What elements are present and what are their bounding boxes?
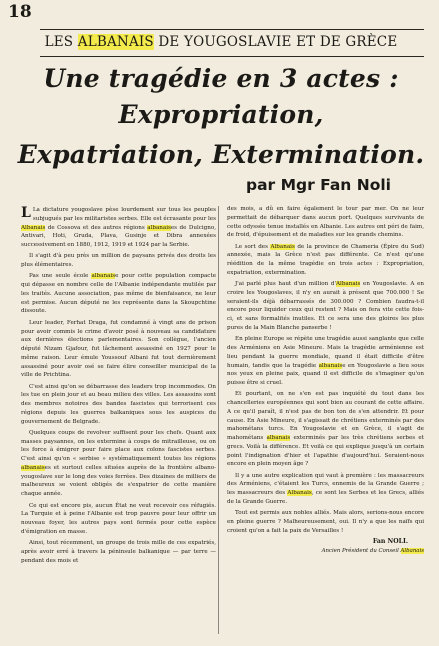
- drop-cap: L: [21, 206, 31, 221]
- title-line-1: Une tragédie en 3 actes :: [43, 64, 399, 93]
- right-paragraph: J'ai parlé plus haut d'un million d'Albanais en Yougoslavie. A en croire les Yougoslaves, il n'y en aurait à présent que 700.000 ! Se seraient-ils déjà débarrassés de 300.000 ? Combien faudra-t-il encore pour liquider ceux qui restent ? Mais on fera vite cette fois-ci, et sans formalités inutiles. Et ce sera une des gloires les plus pures de la Main Blanche panserbe !: [227, 281, 424, 331]
- left-paragraph: C'est ainsi qu'on se débarrasse des leaders trop incommodes. On les tue en plein jour et au beau milieu des villes. Les assassins sont des membres notoires des bandes fascistes qui terrorisent ces régions depuis les guerres balkaniques sous les auspices du gouvernement de Belgrade.: [21, 383, 216, 425]
- column-divider: [218, 206, 219, 634]
- right-paragraph: En pleine Europe se répète une tragédie aussi sanglante que celle des Arméniens en Asie Mineure. Mais la tragédie arménienne est lieu pendant la guerre mondiale, quand il était difficile d'être humain, tandis que la tragédie albanaise en Yougoslavie a lieu sous nos yeux en pleine paix, quand il est difficile de s'imaginer qu'on puisse être si cruel.: [227, 336, 424, 387]
- right-column: [227, 205, 424, 635]
- left-paragraph: Ainsi, tout récemment, un groupe de trois mille de ces expatriés, après avoir erré à travers la péninsule balkanique — par terre — pendant des mois et: [21, 540, 216, 564]
- left-paragraph: L La dictature yougoslave pèse lourdement sur tous les peuples subjugués par les militaristes serbes. Elle est écrasante pour les Albanais de Cossova et des autres régions albanaises de Dulcigno, Antivari, Hoti, Gruda, Plava, Gusinje et Dibra annexées successivement en 1880, 1912, 1919 et 1924 par la Serbie.: [21, 206, 216, 248]
- header-suffix: DE YOUGOSLAVIE ET DE GRÈCE: [158, 34, 398, 50]
- title-line-2: Expropriation,: [118, 100, 324, 129]
- right-paragraph: Il y a une autre explication qui vaut à première : les massacreurs des Arméniens, c'étaient les Turcs, ennemis de la Grande Guerre ; les massacreurs des Albanais, ce sont les Serbes et les Grecs, alliés de la Grande Guerre.: [227, 472, 424, 505]
- header-prefix: LES: [44, 34, 74, 50]
- byline: par Mgr Fan Noli: [246, 176, 391, 194]
- section-header: [8, 34, 434, 50]
- right-paragraph: Et pourtant, on ne s'en est pas inquiété du tout dans les chancelleries européennes qui sont bien au courant de cette affaire. A ce qu'il paraît, il n'est pas de bon ton de s'en attendrir. Et pour cause. En Asie Mineure, il s'agissait de chrétiens exterminés par des mahométans turcs. En Yougoslavie et en Grèce, il s'agit de mahométans albanais exterminés par les très chrétiens serbes et grecs. Voilà la différence. Et voilà ce qui explique jusqu'à un certain point l'indignation d'hier et l'apathie d'aujourd'hui. Seraient-nous encore en plein moyen âge ?: [227, 391, 424, 468]
- left-paragraph: Leur leader, Ferhat Draga, fut condamné à vingt ans de prison pour avoir commis le crime d'avoir posé à nouveau sa candidature aux dernières élections parlementaires. Son collègue, l'ancien député Nizam Gjafour, fut lâchement assassiné en 1927 pour le même raison. Leur émule Youssouf Albani fut tout dernièrement assassiné pour avoir osé se faire élire conseiller municipal de la ville de Prichtina.: [21, 319, 216, 379]
- left-column: [21, 206, 216, 636]
- left-paragraph: Pas une seule école albanaise pour cette population compacte qui dépasse en nombre celle de l'Albanie indépendante mutilée par les traités. Aucune association, pas même de bienfaisance, ne leur est permise. Aucun député ne les représente dans la Skoupchtine dissoute.: [21, 273, 216, 315]
- left-paragraph: Ce qui est encore pis, aucun État ne veut recevoir ces réfugiés. La Turquie et à peine l'Albanie est trop pauvre pour leur offrir un nouveau foyer, les autres pays sont fermés pour cette espèce d'émigration en masse.: [21, 502, 216, 535]
- top-rule: [40, 29, 424, 30]
- header-rule: [40, 56, 424, 57]
- left-paragraph: Quelques coups de revolver suffisent pour les chefs. Quant aux masses paysannes, on les extermine à coups de mitrailleuse, ou on les force à émigrer pour faire place aux colons fascistes serbes. C'est ainsi qu'on « serbise » systématiquement toutes les régions albanaises et surtout celles situées auprès de la frontière albano-yougoslave sur le long des voies ferrées. Des dizaines de milliers de malheureux se voient obligés de s'expatrier de cette manière chaque année.: [21, 429, 216, 498]
- signature: Fan NOLI.: [372, 538, 408, 546]
- page-number: 18: [8, 2, 32, 22]
- right-paragraph: Le sort des Albanais de la province de Chameria (Épire du Sud) annexée, mais la Grèce n'est pas différente. Ce n'est qu'une réédition de la même tragédie en trois actes : Expropriation, expatriation, extermination.: [227, 243, 424, 276]
- signature-title: Ancien Président du Conseil Albanais: [321, 547, 424, 554]
- right-paragraph: des mois, a dû en faire également le tour par mer. On ne leur permettait de débarquer dans aucun port. Quelques survivants de cette odyssée tenue installés en Albanie. Les autres ont péri de faim, de froid, d'épuisement et de maladies sur les grands chemins.: [227, 206, 424, 239]
- right-paragraph: Tout est permis aux nobles alliés. Mais alors, serions-nous encore en pleine guerre ? Malheureusement, oui. Il n'y a que les naïfs qui croient qu'on a fait la paix de Versailles !: [227, 510, 424, 534]
- header-highlight: ALBANAIS: [77, 34, 154, 50]
- title-line-3: Expatriation, Extermination.: [17, 140, 425, 169]
- left-paragraph: Il s'agit d'à peu près un million de paysans privés des droits les plus élémentaires.: [21, 253, 216, 269]
